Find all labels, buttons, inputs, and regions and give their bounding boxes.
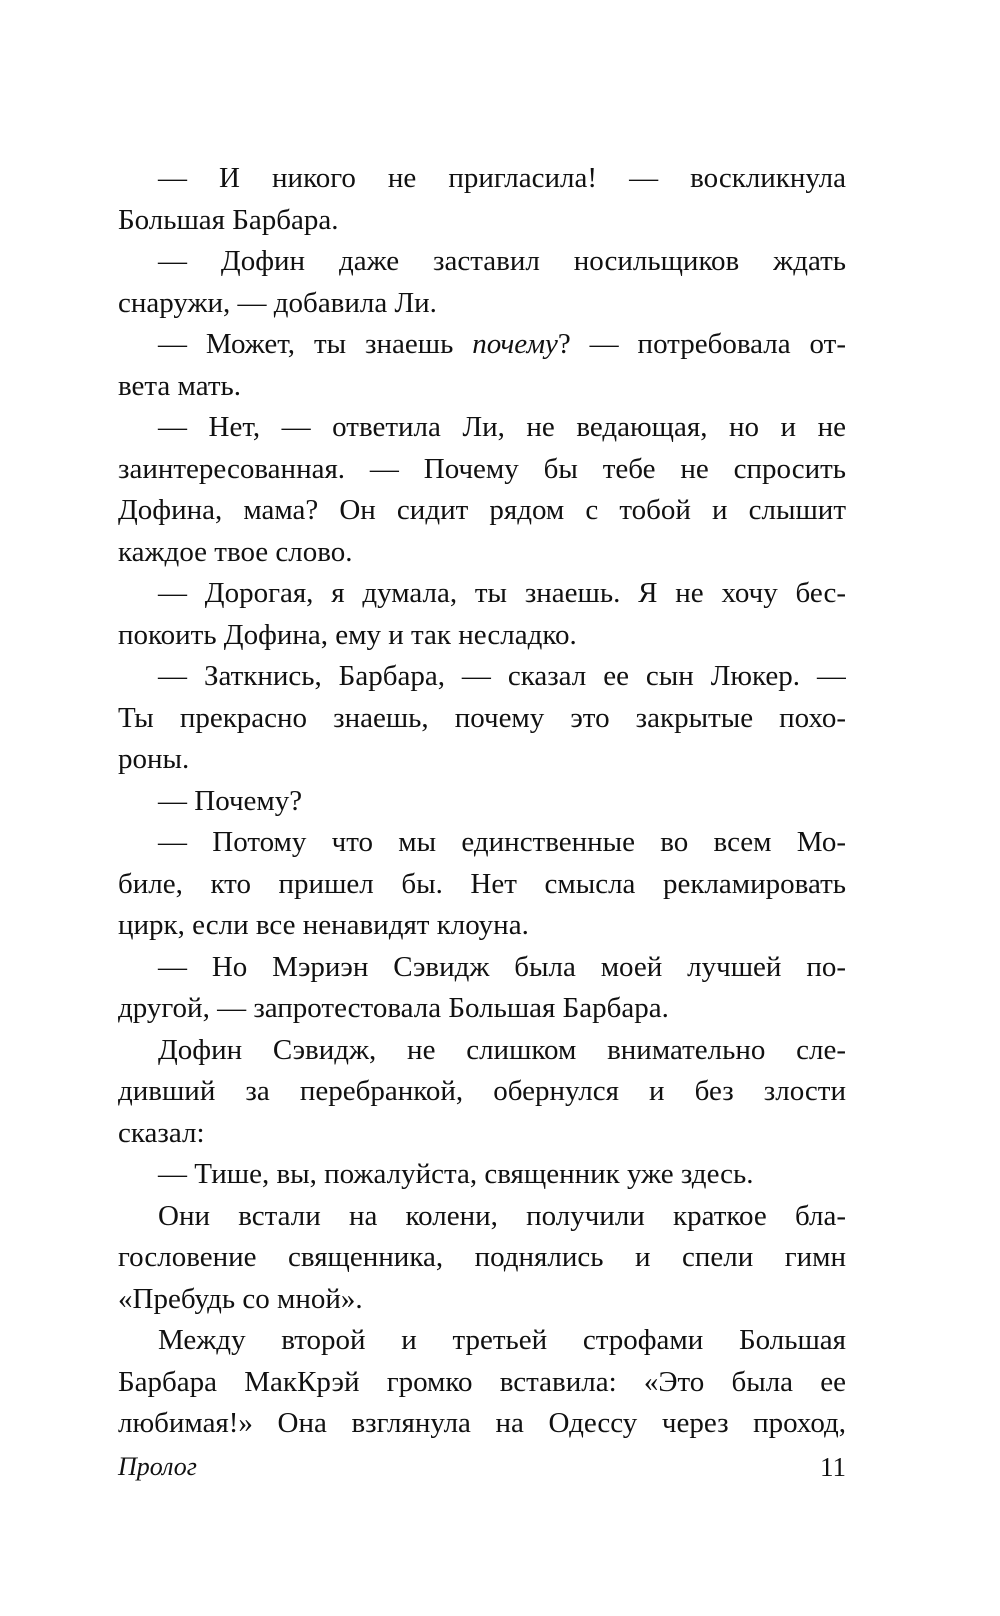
text-line: — Дофин даже заставил носильщиков ждать — [158, 245, 846, 277]
text-line: другой, — запротестовала Большая Барбара. — [118, 992, 669, 1024]
text-line: вета мать. — [118, 369, 241, 402]
text-line: — Дорогая, я думала, ты знаешь. Я не хочу бес- — [158, 577, 846, 609]
text-line: заинтересованная. — Почему бы тебе не спросить — [118, 452, 846, 485]
text-line: Барбара МакКрэй громко вставила: «Это была ее — [118, 1365, 846, 1398]
text-line: — Заткнись, Барбара, — сказал ее сын Люкер. — — [158, 660, 846, 692]
text-line: сказал: — [118, 1116, 205, 1149]
text-line: — Тише, вы, пожалуйста, священник уже здесь. — [158, 1158, 754, 1190]
text-line: «Пребудь со мной». — [118, 1282, 363, 1315]
text-line: биле, кто пришел бы. Нет смысла рекламировать — [118, 867, 846, 900]
text-line: покоить Дофина, ему и так несладко. — [118, 618, 577, 651]
text-run: ? — потребовала от- — [557, 328, 846, 360]
text-run: — Может, ты знаешь — [158, 328, 473, 360]
text-line: — И никого не пригласила! — воскликнула — [158, 162, 846, 194]
text-line — [118, 324, 846, 366]
page-footer — [118, 1452, 846, 1492]
text-line: снаружи, — добавила Ли. — [118, 286, 437, 319]
text-line: Большая Барбара. — [118, 203, 339, 236]
running-footer-section: Пролог — [118, 1452, 197, 1481]
text-line: — Нет, — ответила Ли, не ведающая, но и не — [158, 411, 846, 443]
text-line: роны. — [118, 743, 190, 775]
text-line: — Почему? — [158, 784, 303, 817]
text-line: гословение священника, поднялись и спели гимн — [118, 1241, 846, 1273]
text-line: каждое твое слово. — [118, 535, 353, 568]
text-line: Ты прекрасно знаешь, почему это закрытые похо- — [118, 701, 846, 734]
book-page-text — [118, 158, 846, 1445]
text-line: любимая!» Она взглянула на Одессу через проход, — [118, 1407, 846, 1439]
text-line: — Потому что мы единственные во всем Мо- — [158, 826, 846, 858]
text-line: — Но Мэриэн Сэвидж была моей лучшей по- — [158, 950, 846, 983]
page-number: 11 — [820, 1452, 846, 1482]
text-line: Между второй и третьей строфами Большая — [158, 1324, 846, 1356]
text-line: Дофина, мама? Он сидит рядом с тобой и слышит — [118, 494, 846, 526]
text-line: Они встали на колени, получили краткое бла- — [158, 1199, 846, 1232]
text-line: цирк, если все ненавидят клоуна. — [118, 909, 529, 941]
italic-word: почему — [472, 328, 558, 360]
text-line: дивший за перебранкой, обернулся и без злости — [118, 1075, 846, 1107]
text-line: Дофин Сэвидж, не слишком внимательно сле- — [158, 1033, 846, 1066]
